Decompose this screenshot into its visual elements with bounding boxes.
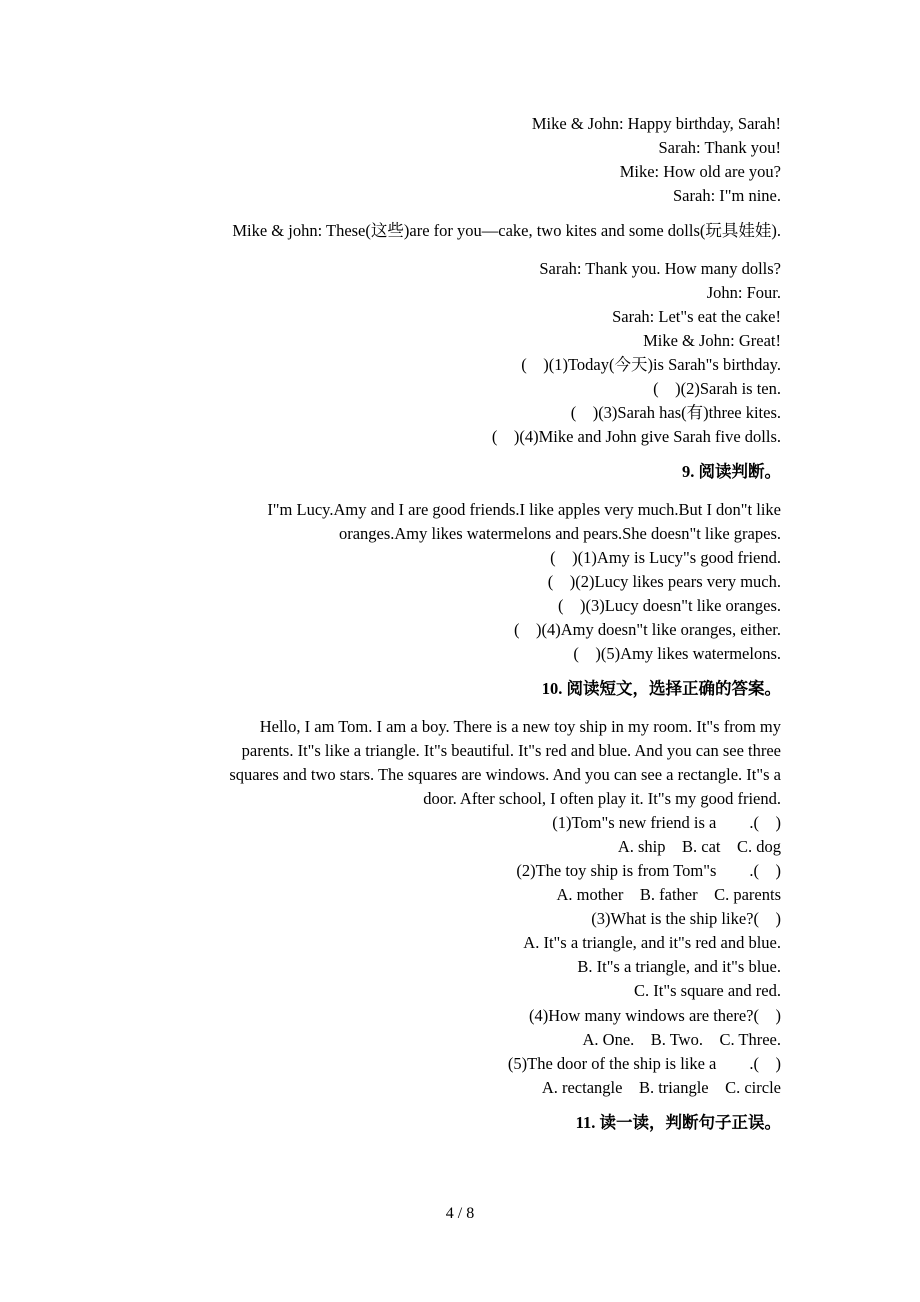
- section-10-heading: 10. 阅读短文，选择正确的答案。: [541, 679, 781, 698]
- choice-options: A. rectangle B. triangle C. circle: [541, 1078, 781, 1097]
- choice-options: A. mother B. father C. parents: [556, 885, 781, 904]
- passage-line: Hello, I am Tom. I am a boy. There is a new toy ship in my room. It"s from my: [259, 717, 781, 736]
- choice-question: (5)The door of the ship is like a .( ): [507, 1054, 781, 1073]
- section-9-heading: 9. 阅读判断。: [682, 462, 781, 481]
- passage-line: oranges.Amy likes watermelons and pears.She doesn"t like grapes.: [338, 524, 781, 543]
- dialogue-line: Mike & john: These(这些)are for you—cake, two kites and some dolls(玩具娃娃).: [232, 221, 781, 240]
- judgment-item: ( )(5)Amy likes watermelons.: [573, 644, 781, 663]
- dialogue-line: Sarah: I"m nine.: [673, 186, 781, 205]
- choice-option: A. It"s a triangle, and it"s red and blue.: [523, 933, 781, 952]
- judgment-item: ( )(1)Today(今天)is Sarah"s birthday.: [521, 355, 781, 374]
- choice-question: (4)How many windows are there?( ): [529, 1006, 781, 1025]
- judgment-item: ( )(1)Amy is Lucy"s good friend.: [550, 548, 781, 567]
- dialogue-line: Sarah: Thank you!: [658, 138, 781, 157]
- judgment-item: ( )(4)Mike and John give Sarah five dolls.: [491, 427, 781, 446]
- page-number: 4 / 8: [445, 1205, 475, 1222]
- choice-options: A. ship B. cat C. dog: [617, 837, 781, 856]
- dialogue-line: Mike & John: Great!: [643, 331, 781, 350]
- choice-question: (3)What is the ship like?( ): [591, 909, 781, 928]
- passage-line: I"m Lucy.Amy and I are good friends.I like apples very much.But I don"t like: [267, 500, 781, 519]
- choice-option: B. It"s a triangle, and it"s blue.: [577, 957, 781, 976]
- passage-line: door. After school, I often play it. It"s my good friend.: [423, 789, 781, 808]
- dialogue-line: Sarah: Let"s eat the cake!: [612, 307, 781, 326]
- section-11-heading: 11. 读一读，判断句子正误。: [575, 1113, 781, 1132]
- judgment-item: ( )(2)Lucy likes pears very much.: [547, 572, 781, 591]
- passage-line: squares and two stars. The squares are windows. And you can see a rectangle. It"s a: [229, 765, 781, 784]
- dialogue-line: Mike & John: Happy birthday, Sarah!: [531, 114, 781, 133]
- choice-options: A. One. B. Two. C. Three.: [582, 1030, 781, 1049]
- judgment-item: ( )(3)Lucy doesn"t like oranges.: [558, 596, 781, 615]
- dialogue-line: Mike: How old are you?: [619, 162, 781, 181]
- judgment-item: ( )(4)Amy doesn"t like oranges, either.: [514, 620, 781, 639]
- judgment-item: ( )(2)Sarah is ten.: [653, 379, 781, 398]
- choice-question: (2)The toy ship is from Tom"s .( ): [516, 861, 781, 880]
- choice-question: (1)Tom"s new friend is a .( ): [552, 813, 781, 832]
- dialogue-line: Sarah: Thank you. How many dolls?: [539, 259, 781, 278]
- judgment-item: ( )(3)Sarah has(有)three kites.: [570, 403, 781, 422]
- choice-option: C. It"s square and red.: [634, 981, 781, 1000]
- passage-line: parents. It"s like a triangle. It"s beautiful. It"s red and blue. And you can see three: [241, 741, 781, 760]
- dialogue-line: John: Four.: [706, 283, 781, 302]
